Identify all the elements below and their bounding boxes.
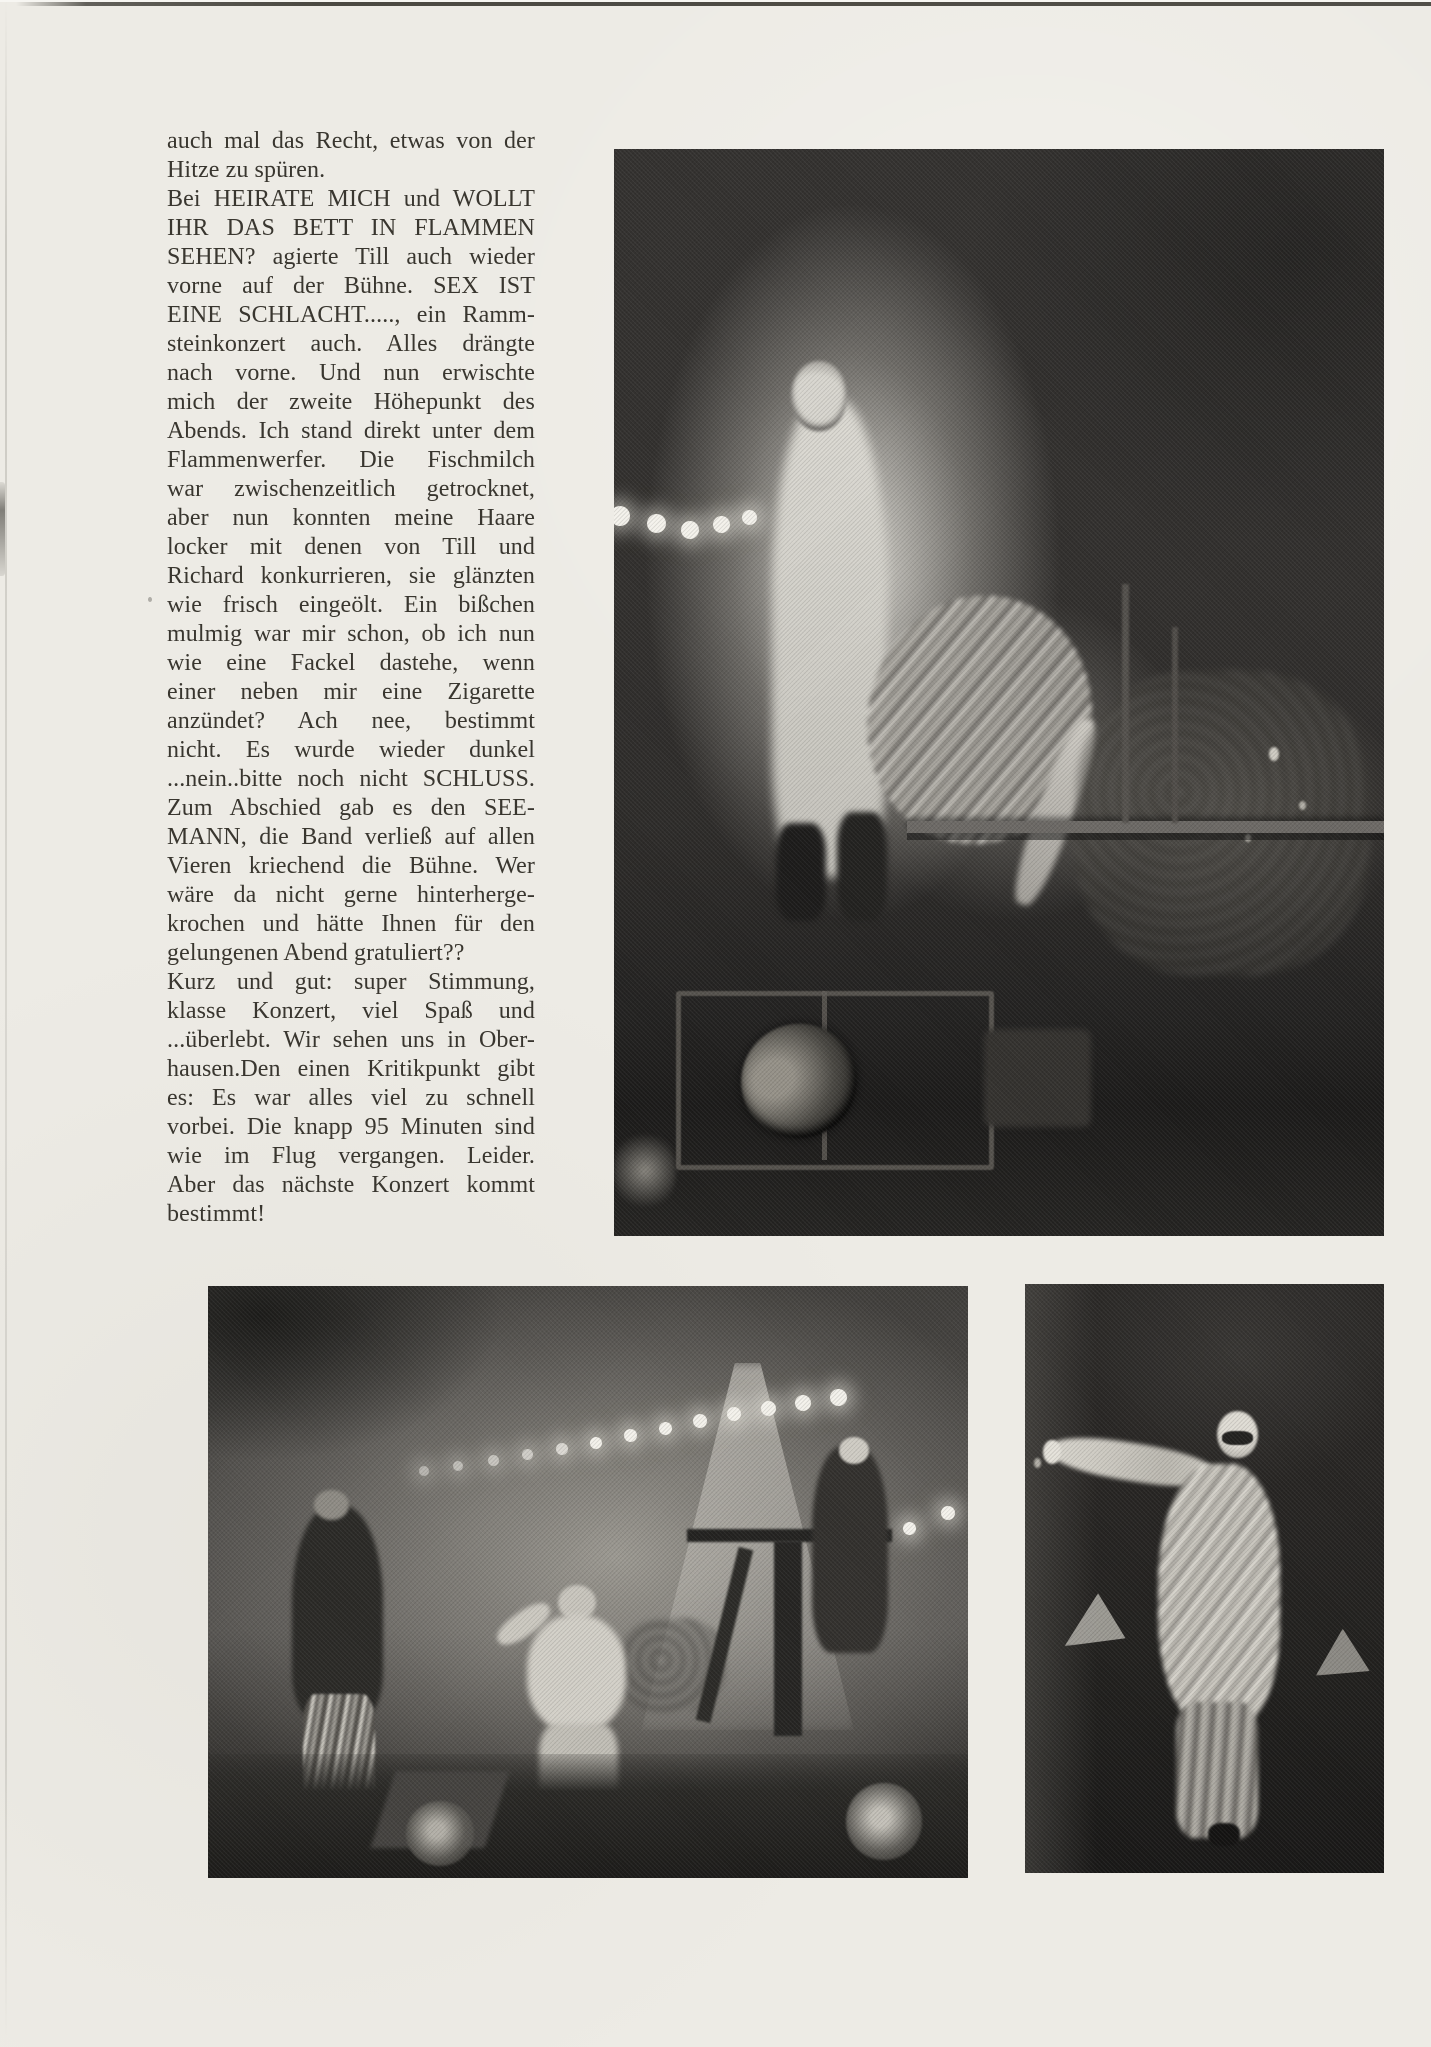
shoe: [1208, 1823, 1240, 1847]
spotlight-dot: [556, 1443, 568, 1455]
spotlight-dot: [453, 1461, 463, 1471]
spotlight-dot: [727, 1407, 741, 1421]
article-line: wäre da nicht gerne hinterherge-: [167, 882, 535, 908]
spotlight-dot: [659, 1422, 672, 1435]
article-line: IHR DAS BETT IN FLAMMEN: [167, 215, 535, 241]
spotlight-dot: [941, 1506, 955, 1520]
article-line: aber nun konnten meine Haare: [167, 505, 535, 531]
article-line: auch mal das Recht, etwas von der: [167, 128, 535, 154]
article-line: SEHEN? agierte Till auch wieder: [167, 244, 535, 270]
singer-head: [791, 361, 846, 431]
article-line: Kurz und gut: super Stimmung,: [167, 969, 535, 995]
stage-light-dot: [713, 516, 730, 533]
spotlight-dot: [795, 1395, 811, 1411]
spotlight-dot: [590, 1437, 602, 1449]
spotlight-dot: [693, 1414, 707, 1428]
article-line: war zwischenzeitlich getrocknet,: [167, 476, 535, 502]
stage-light-dot: [614, 506, 630, 526]
stage-pole: [1172, 627, 1178, 823]
article-line: wie im Flug vergangen. Leider.: [167, 1143, 535, 1169]
article-line: anzündet? Ach nee, bestimmt: [167, 708, 535, 734]
article-line: nicht. Es wurde wieder dunkel: [167, 737, 535, 763]
keyboarder-head: [839, 1437, 869, 1464]
article-line: ...überlebt. Wir sehen uns in Ober-: [167, 1027, 535, 1053]
article-line: Aber das nächste Konzert kommt: [167, 1172, 535, 1198]
article-line: gelungenen Abend gratuliert??: [167, 940, 465, 966]
spotlight-dot: [522, 1449, 533, 1460]
scan-left-smudge: [0, 482, 5, 576]
stage-light-dot: [742, 510, 757, 525]
singer-boot: [776, 823, 826, 921]
stage-gear-glint: [1316, 1629, 1370, 1676]
floor-glow: [614, 1127, 676, 1214]
article-line: wie frisch eingeölt. Ein bißchen: [167, 592, 535, 618]
stage-truss-rail: [907, 821, 1384, 833]
spotlight-dot: [624, 1429, 637, 1442]
article-line: vorbei. Die knapp 95 Minuten sind: [167, 1114, 535, 1140]
photo-silver-keyboarder: [1025, 1284, 1384, 1873]
article-column: [167, 127, 535, 1229]
center-performer-torso: [527, 1615, 626, 1733]
guitarist-dark-coat: [292, 1505, 383, 1718]
stage-pole: [1122, 584, 1129, 823]
stage-light-dot: [681, 521, 699, 539]
sunglasses: [1222, 1431, 1253, 1445]
article-line: mich der zweite Höhepunkt des: [167, 389, 535, 415]
article-line: Flammenwerfer. Die Fischmilch: [167, 447, 535, 473]
article-line: Zum Abschied gab es den SEE-: [167, 795, 535, 821]
article-line: locker mit denen von Till und: [167, 534, 535, 560]
metallic-pants: [1176, 1702, 1259, 1837]
article-line: mulmig war mir schon, ob ich nun: [167, 621, 535, 647]
singer-figure: [772, 399, 888, 877]
spotlight-dot: [830, 1389, 847, 1406]
article-line: steinkonzert auch. Alles drängte: [167, 331, 535, 357]
article-line: EINE SCHLACHT....., ein Ramm-: [167, 302, 535, 328]
keyboarder-figure: [812, 1446, 888, 1653]
background-glint: [1269, 747, 1279, 761]
equipment-case: [984, 1029, 1092, 1127]
scan-left-crease: [5, 0, 7, 2047]
article-line: vorne auf der Bühne. SEX IST: [167, 273, 535, 299]
metallic-coat: [1158, 1464, 1280, 1729]
article-line: Abends. Ich stand direkt unter dem: [167, 418, 535, 444]
article-line: es: Es war alles viel zu schnell: [167, 1085, 535, 1111]
scan-ink-speck: [148, 597, 152, 602]
stage-light-dot: [647, 514, 666, 533]
spotlight-dot: [488, 1455, 499, 1466]
article-line: hausen.Den einen Kritikpunkt gibt: [167, 1056, 535, 1082]
stage-gear-glint: [1064, 1593, 1125, 1646]
article-line: klasse Konzert, viel Spaß und: [167, 998, 535, 1024]
spotlight-dot: [761, 1401, 776, 1416]
article-line: einer neben mir eine Zigarette: [167, 679, 535, 705]
article-line: Bei HEIRATE MICH und WOLLT: [167, 186, 535, 212]
scan-top-edge-line: [16, 2, 1431, 6]
spotlight-dot: [419, 1466, 429, 1476]
hand: [1043, 1440, 1061, 1464]
article-line: Richard konkurrieren, sie glänzten: [167, 563, 535, 589]
article-line: Hitze zu spüren.: [167, 157, 326, 183]
article-line: krochen und hätte Ihnen für den: [167, 911, 535, 937]
article-line: ...nein..bitte noch nicht SCHLUSS.: [167, 766, 535, 792]
article-line: wie eine Fackel dastehe, wenn: [167, 650, 535, 676]
article-line: Vieren kriechend die Bühne. Wer: [167, 853, 535, 879]
photo-main-concert: [614, 149, 1384, 1236]
guitarist-head: [314, 1490, 348, 1520]
background-glint: [1034, 1458, 1041, 1468]
keyboard-stand-leg: [774, 1541, 801, 1736]
article-line: bestimmt!: [167, 1201, 266, 1227]
article-line: nach vorne. Und nun erwischte: [167, 360, 535, 386]
par-can-spotlight: [406, 1801, 474, 1866]
spotlight-dot: [903, 1522, 916, 1535]
article-line: MANN, die Band verließ auf allen: [167, 824, 535, 850]
photo-stage-wide: [208, 1286, 968, 1878]
singer-boot: [837, 812, 887, 921]
